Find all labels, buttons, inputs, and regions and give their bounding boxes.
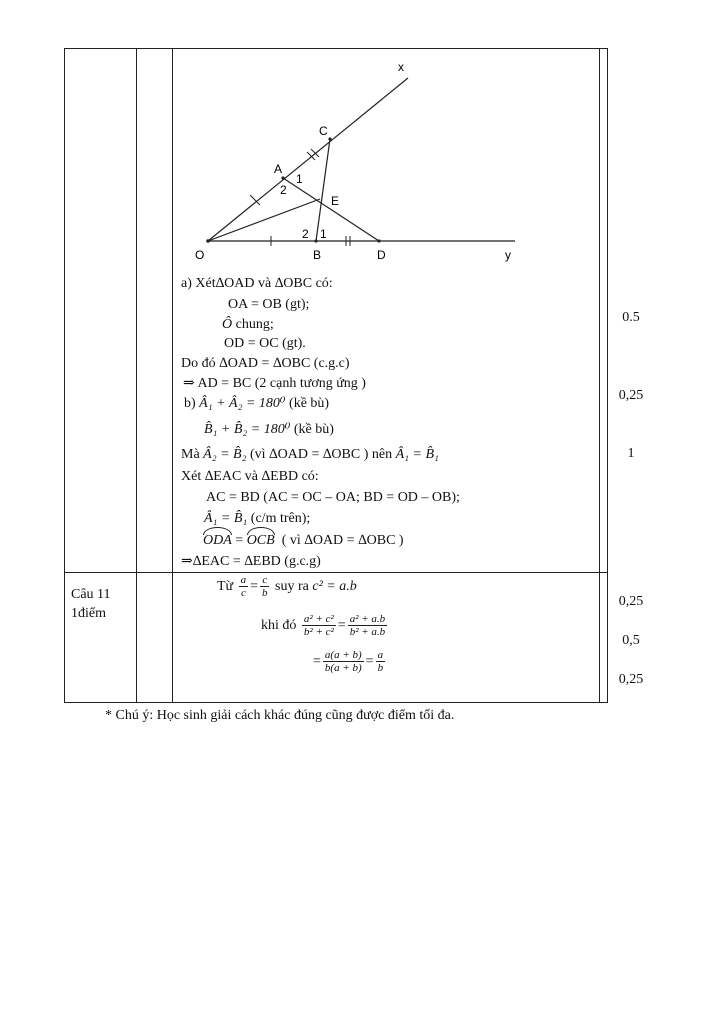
part-b-line-2 (204, 421, 334, 438)
table-bottom-border (64, 702, 607, 703)
math-expr: Â₂ = B̂₂ (203, 447, 247, 462)
text: Do đó (181, 356, 216, 371)
text: chung; (235, 317, 274, 332)
footnote: * Chú ý: Học sinh giải cách khác đúng cũng được điểm tối đa. (105, 708, 455, 723)
triangle-symbol: ∆ (204, 469, 214, 484)
triangle-symbol: ∆ (219, 356, 228, 371)
text: EAC = (201, 554, 241, 569)
text: Từ (217, 579, 234, 594)
angle-oda: ODA (203, 533, 232, 548)
text: (kề bù) (289, 396, 330, 411)
label-b2: 2 (302, 227, 309, 241)
col-border-4 (599, 48, 600, 703)
text: EBD (g.c.g) (252, 554, 321, 569)
col-border-2 (136, 48, 137, 703)
text: OAD = (277, 447, 320, 462)
label-d: D (377, 248, 386, 262)
score: 0,25 (618, 388, 644, 403)
triangle-symbol: ∆ (244, 554, 253, 569)
denominator: b² + a.b (349, 626, 386, 639)
score: 0.5 (622, 310, 640, 325)
text: OBC ) nên (331, 447, 393, 462)
label-a1: 1 (296, 172, 303, 186)
question-label: Câu 11 (71, 587, 111, 602)
text: ⇒ (181, 554, 193, 569)
triangle-symbol: ∆ (358, 533, 367, 548)
denominator: c (240, 587, 246, 600)
triangle-symbol: ∆ (215, 276, 225, 291)
math-expr: Â₁ = B̂₁ (395, 447, 439, 462)
score: 0,5 (622, 633, 640, 648)
triangle-symbol: ∆ (269, 447, 278, 462)
fraction (260, 574, 270, 599)
fraction (302, 613, 336, 638)
label-b: B (313, 248, 322, 262)
label-x: x (398, 60, 404, 74)
numerator: c (262, 574, 268, 587)
part-b-line-8 (181, 553, 321, 570)
text: EBD có: (270, 469, 319, 484)
math-expr: Â₁ + Â₂ = 180⁰ (199, 396, 286, 411)
col-border-3 (172, 48, 173, 703)
cau11-line-2: khi đó $\frac{\text{a² + c²}}{\text{b² + c²}}$ = $\frac{\text{a² + a.b}}{\text{b² + a.b}}$ (261, 613, 386, 639)
denominator: b (262, 587, 268, 600)
text: a) Xét (181, 276, 216, 291)
table-top-border (64, 48, 607, 49)
label-a2: 2 (280, 183, 287, 197)
math-expr: Â₁ = B̂₁ (204, 511, 248, 526)
triangle-symbol: ∆ (192, 554, 202, 569)
text: OAD = (227, 356, 270, 371)
denominator: b(a + b) (324, 662, 362, 675)
text: OBC ) (366, 533, 404, 548)
label-c: C (319, 124, 328, 138)
part-a-line-2: OA = OB (gt); (228, 297, 310, 312)
numerator: a (377, 649, 384, 662)
label-e: E (331, 194, 340, 208)
triangle-symbol: ∆ (274, 276, 284, 291)
part-a-line-6: ⇒ AD = BC (2 cạnh tương ứng ) (183, 376, 366, 391)
score: 0,25 (618, 672, 644, 687)
part-b-line-6 (204, 510, 310, 527)
geometry-figure (190, 58, 530, 270)
triangle-symbol: ∆ (261, 469, 271, 484)
fraction (348, 613, 387, 638)
label-a: A (274, 162, 283, 176)
part-b-line-5: AC = BD (AC = OC – OA; BD = OD – OB); (206, 490, 460, 505)
numerator: a² + c² (303, 613, 334, 626)
text: (vì (249, 447, 266, 462)
fraction (239, 574, 249, 599)
math-expr: c² = a.b (312, 579, 357, 594)
text: ( vì (281, 533, 301, 548)
triangle-symbol: ∆ (272, 356, 282, 371)
triangle-symbol: ∆ (304, 533, 313, 548)
score: 0,25 (618, 594, 644, 609)
part-a-line-4: OD = OC (gt). (224, 336, 306, 351)
part-b-line-7: ODA = OCB ( vì ∆OAD = ∆OBC ) (203, 533, 404, 548)
text: OAD và (224, 276, 272, 291)
text: Mà (181, 447, 200, 462)
part-b-line-1 (184, 395, 329, 412)
question-points: 1điểm (71, 606, 106, 621)
numerator: a² + a.b (349, 613, 386, 626)
label-b1: 1 (320, 227, 327, 241)
angle-ocb: OCB (246, 533, 275, 548)
cau11-line-3: = $\frac{a(a + b)}{b(a + b)}$ = $\frac{a}{b}$ (313, 649, 384, 675)
text: khi đó (261, 618, 297, 633)
text: (c/m trên); (250, 511, 311, 526)
math-expr: B̂₁ + B̂₂ = 180⁰ (204, 422, 291, 437)
angle-o: Ô (222, 317, 233, 332)
col-border-1 (64, 48, 65, 703)
part-a-line-3 (222, 316, 274, 333)
part-a-line-5 (181, 355, 350, 372)
fraction (376, 649, 386, 674)
text: EAC và (213, 469, 259, 484)
score: 1 (627, 446, 635, 461)
text: b) (184, 396, 196, 411)
label-y: y (505, 248, 511, 262)
row-divider (64, 572, 607, 573)
numerator: a(a + b) (324, 649, 362, 662)
text: OBC (c.g.c) (281, 356, 350, 371)
text: OBC có: (283, 276, 333, 291)
part-a-line-1 (181, 275, 333, 292)
denominator: b² + c² (303, 626, 334, 639)
cau11-line-1: Từ $\frac{a}{c}$ = $\frac{c}{b}$ suy ra c² = a.b (217, 574, 357, 600)
text: (kề bù) (293, 422, 334, 437)
denominator: b (377, 662, 384, 675)
part-b-line-4 (181, 468, 319, 485)
part-b-line-3 (181, 446, 439, 463)
triangle-symbol: ∆ (322, 447, 332, 462)
text: OAD = (312, 533, 355, 548)
text: suy ra (275, 579, 309, 594)
label-o: O (195, 248, 205, 262)
numerator: a (240, 574, 247, 587)
text: Xét (181, 469, 202, 484)
fraction (323, 649, 364, 674)
